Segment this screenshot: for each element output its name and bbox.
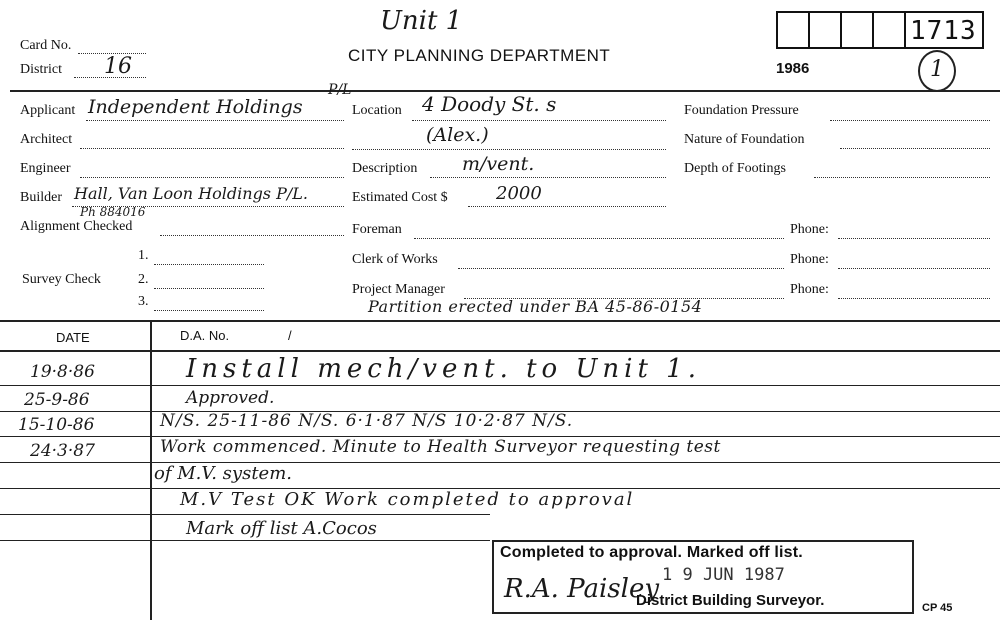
cost-value: 2000 (496, 183, 542, 204)
architect-label: Architect (20, 132, 73, 147)
foreman-line (414, 238, 784, 239)
card-number-box-1 (776, 11, 810, 49)
location-line-2 (352, 149, 666, 150)
foreman-phone-label: Phone: (790, 222, 829, 237)
pm-label: Project Manager (352, 282, 445, 297)
location-label: Location (352, 103, 402, 118)
circled-number: 1 (918, 50, 956, 92)
survey-label: Survey Check (22, 272, 101, 287)
builder-label: Builder (20, 190, 62, 205)
pm-phone-line (838, 298, 990, 299)
survey-1-line (154, 264, 264, 265)
depth-label: Depth of Footings (684, 161, 786, 176)
alignment-line (160, 235, 344, 236)
builder-phone: Ph 884016 (80, 205, 146, 219)
alignment-label: Alignment Checked (20, 219, 133, 234)
engineer-line (80, 177, 344, 178)
clerk-phone-line (838, 268, 990, 269)
architect-line (80, 148, 344, 149)
survey-1-label: 1. (138, 248, 149, 263)
district-label: District (20, 62, 62, 77)
applicant-line (86, 120, 344, 121)
survey-2-line (154, 288, 264, 289)
location-line (412, 120, 666, 121)
date-column-divider (150, 320, 152, 620)
date-header: DATE (56, 330, 90, 345)
table-row-date: 15-10-86 (18, 415, 95, 435)
survey-3-label: 3. (138, 294, 149, 309)
nature-line (840, 148, 990, 149)
builder-value: Hall, Van Loon Holdings P/L. (74, 184, 308, 203)
table-row-date: 19·8·86 (30, 362, 95, 382)
stamp-role: District Building Surveyor. (636, 592, 825, 609)
unit-note: Unit 1 (380, 6, 463, 36)
table-row-text: Install mech/vent. to Unit 1. (186, 354, 701, 384)
department-title: CITY PLANNING DEPARTMENT (348, 46, 611, 65)
foreman-phone-line (838, 238, 990, 239)
stamp-date: 1 9 JUN 1987 (662, 565, 785, 585)
cost-line (468, 206, 666, 207)
card-number-box-4 (872, 11, 906, 49)
depth-line (814, 177, 990, 178)
year: 1986 (776, 60, 810, 77)
da-slash: / (288, 328, 292, 343)
cost-label: Estimated Cost $ (352, 190, 448, 205)
location-value: 4 Doody St. s (422, 92, 557, 116)
stamp-signature: R.A. Paisley (504, 574, 660, 604)
district-value: 16 (104, 54, 132, 79)
form-code: CP 45 (922, 602, 953, 614)
survey-3-line (154, 310, 264, 311)
row-rule (0, 385, 1000, 386)
description-line (430, 177, 666, 178)
applicant-value: Independent Holdings (88, 96, 303, 118)
foreman-label: Foreman (352, 222, 402, 237)
row-rule (0, 462, 1000, 463)
clerk-phone-label: Phone: (790, 252, 829, 267)
description-value: m/vent. (462, 153, 535, 175)
description-label: Description (352, 161, 418, 176)
pm-phone-label: Phone: (790, 282, 829, 297)
row-rule (0, 514, 490, 515)
survey-2-label: 2. (138, 272, 149, 287)
applicant-suffix: P/L (328, 82, 352, 98)
card-number-box-3 (840, 11, 874, 49)
row-rule (0, 540, 490, 541)
foundation-pressure-line (830, 120, 990, 121)
da-header: D.A. No. (180, 328, 230, 343)
card-number: 1713 (910, 16, 977, 46)
table-row-date: 24·3·87 (30, 441, 95, 461)
engineer-label: Engineer (20, 161, 71, 176)
table-row-text: N/S. 25-11-86 N/S. 6·1·87 N/S 10·2·87 N/S. (160, 411, 574, 431)
clerk-line (458, 268, 784, 269)
table-row-text: Mark off list A.Cocos (186, 518, 377, 539)
foundation-pressure-label: Foundation Pressure (684, 103, 799, 118)
nature-label: Nature of Foundation (684, 132, 805, 147)
applicant-label: Applicant (20, 103, 76, 118)
table-row-text: M.V Test OK Work completed to approval (180, 489, 635, 510)
table-row-text: Work commenced. Minute to Health Surveyor requesting test (160, 437, 721, 457)
clerk-label: Clerk of Works (352, 252, 438, 267)
table-row-text: Approved. (186, 388, 275, 408)
stamp-line1: Completed to approval. Marked off list. (500, 544, 803, 561)
location-value-2: (Alex.) (426, 124, 489, 146)
card-number-box-2 (808, 11, 842, 49)
table-row-text: of M.V. system. (154, 463, 292, 484)
table-row-date: 25-9-86 (24, 390, 90, 410)
partition-note: Partition erected under BA 45-86-0154 (368, 297, 703, 316)
card-no-label: Card No. (20, 38, 72, 53)
